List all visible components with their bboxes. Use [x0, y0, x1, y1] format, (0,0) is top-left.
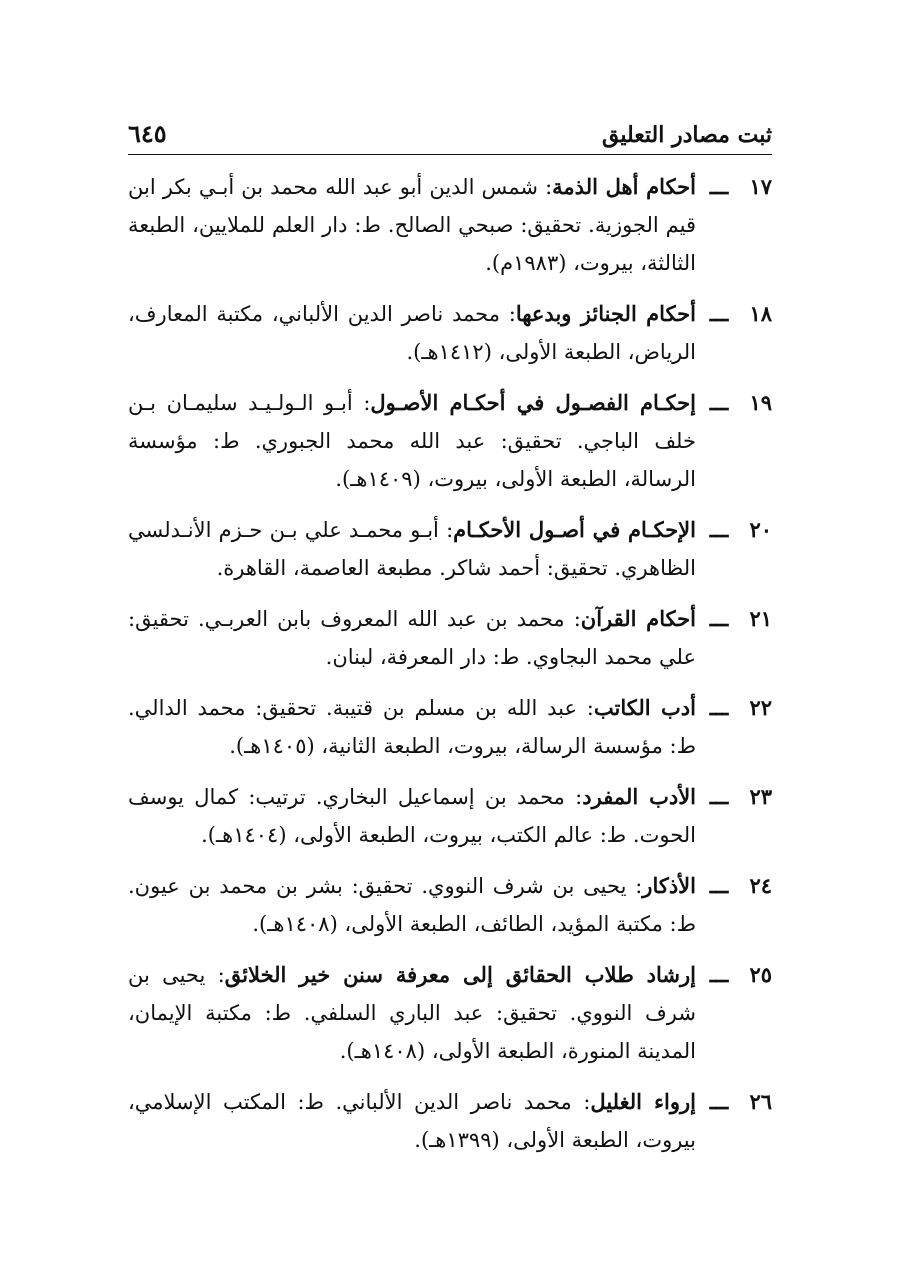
entry-marker — [696, 867, 772, 905]
entry-body — [128, 956, 696, 1070]
entry-text: : يحيى بن شرف النووي. تحقيق: بشر بن محمد بن عيون. ط: مكتبة المؤيد، الطائف، الطبعة الأولى، (١٤٠٨هـ). — [128, 874, 696, 936]
entry-number: ٢٥ — [749, 962, 772, 987]
entry-dash: ـــ — [709, 784, 729, 809]
entry-title: أحكام أهل الذمة — [552, 174, 696, 199]
running-header-title: ثبت مصادر التعليق — [601, 122, 772, 148]
entry-dash: ـــ — [709, 301, 729, 326]
entry-number: ١٨ — [749, 301, 772, 326]
entry-number: ٢٢ — [749, 695, 772, 720]
entry-text: : أبـو محمـد علي بـن حـزم الأنـدلسي الظاهري. تحقيق: أحمد شاكر. مطبعة العاصمة، القاهرة. — [128, 518, 696, 580]
entry-text: : شمس الدين أبو عبد الله محمد بن أبـي بكر ابن قيم الجوزية. تحقيق: صبحي الصالح. ط: دار العلم للملايين، الطبعة الثالثة، بيروت، (١٩٨٣م). — [128, 175, 696, 275]
entry-body — [128, 511, 696, 587]
entry-marker — [696, 168, 772, 206]
entry-marker — [696, 689, 772, 727]
entry-number: ٢٣ — [749, 784, 772, 809]
bibliography-entry — [128, 1083, 772, 1159]
entry-text: : محمد بن إسماعيل البخاري. ترتيب: كمال يوسف الحوت. ط: عالم الكتب، بيروت، الطبعة الأولى، (١٤٠٤هـ). — [128, 785, 696, 847]
entry-marker — [696, 956, 772, 994]
bibliography-list — [128, 168, 772, 1172]
entry-title: الأدب المفرد — [582, 784, 696, 809]
entry-marker — [696, 384, 772, 422]
entry-title: أحكام الجنائز وبدعها — [515, 301, 696, 326]
running-header — [128, 112, 772, 155]
entry-title: أحكام القرآن — [580, 606, 696, 631]
entry-text: : عبد الله بن مسلم بن قتيبة. تحقيق: محمد الدالي. ط: مؤسسة الرسالة، بيروت، الطبعة الثانية، (١٤٠٥هـ). — [128, 696, 696, 758]
entry-dash: ـــ — [709, 695, 729, 720]
entry-body — [128, 778, 696, 854]
entry-body — [128, 168, 696, 282]
entry-title: إحكـام الفصـول في أحكـام الأصـول — [370, 390, 696, 415]
entry-text: : محمد ناصر الدين الألباني، مكتبة المعارف، الرياض، الطبعة الأولى، (١٤١٢هـ). — [128, 302, 696, 364]
bibliography-entry — [128, 384, 772, 498]
entry-dash: ـــ — [709, 606, 729, 631]
entry-marker — [696, 511, 772, 549]
entry-marker — [696, 295, 772, 333]
entry-title: الإحكـام في أصـول الأحكـام — [453, 517, 696, 542]
entry-dash: ـــ — [709, 962, 729, 987]
entry-dash: ـــ — [709, 517, 729, 542]
page-number: ٦٤٥ — [128, 119, 167, 148]
entry-title: أدب الكاتب — [593, 695, 696, 720]
bibliography-entry — [128, 295, 772, 371]
entry-marker — [696, 600, 772, 638]
entry-text: : محمد ناصر الدين الألباني. ط: المكتب الإسلامي، بيروت، الطبعة الأولى، (١٣٩٩هـ). — [128, 1090, 696, 1152]
entry-body — [128, 689, 696, 765]
bibliography-entry — [128, 168, 772, 282]
bibliography-entry — [128, 689, 772, 765]
entry-text: : محمد بن عبد الله المعروف بابن العربـي. تحقيق: علي محمد البجاوي. ط: دار المعرفة، لبنان. — [128, 607, 696, 669]
entry-title: إرواء الغليل — [590, 1089, 696, 1114]
entry-number: ٢١ — [749, 606, 772, 631]
entry-number: ٢٦ — [749, 1089, 772, 1114]
entry-body — [128, 1083, 696, 1159]
entry-dash: ـــ — [709, 1089, 729, 1114]
entry-number: ٢٤ — [749, 873, 772, 898]
entry-title: الأذكار — [642, 873, 696, 898]
bibliography-entry — [128, 778, 772, 854]
entry-body — [128, 295, 696, 371]
entry-marker — [696, 1083, 772, 1121]
entry-dash: ـــ — [709, 873, 729, 898]
entry-number: ٢٠ — [749, 517, 772, 542]
entry-text: : يحيى بن شرف النووي. تحقيق: عبد الباري السلفي. ط: مكتبة الإيمان، المدينة المنورة، الطبعة الأولى، (١٤٠٨هـ). — [128, 963, 696, 1063]
bibliography-entry — [128, 956, 772, 1070]
bibliography-entry — [128, 511, 772, 587]
entry-text: : أبـو الـولـيـد سليمـان بـن خلف الباجي. تحقيق: عبد الله محمد الجبوري. ط: مؤسسة الرسالة، الطبعة الأولى، بيروت، (١٤٠٩هـ). — [128, 391, 696, 491]
entry-body — [128, 867, 696, 943]
entry-marker — [696, 778, 772, 816]
entry-dash: ـــ — [709, 390, 729, 415]
entry-title: إرشاد طلاب الحقائق إلى معرفة سنن خير الخلائق — [224, 962, 697, 987]
entry-body — [128, 600, 696, 676]
entry-number: ١٧ — [749, 174, 772, 199]
bibliography-entry — [128, 867, 772, 943]
document-page — [128, 0, 772, 1271]
entry-body — [128, 384, 696, 498]
bibliography-entry — [128, 600, 772, 676]
entry-dash: ـــ — [709, 174, 729, 199]
entry-number: ١٩ — [749, 390, 772, 415]
